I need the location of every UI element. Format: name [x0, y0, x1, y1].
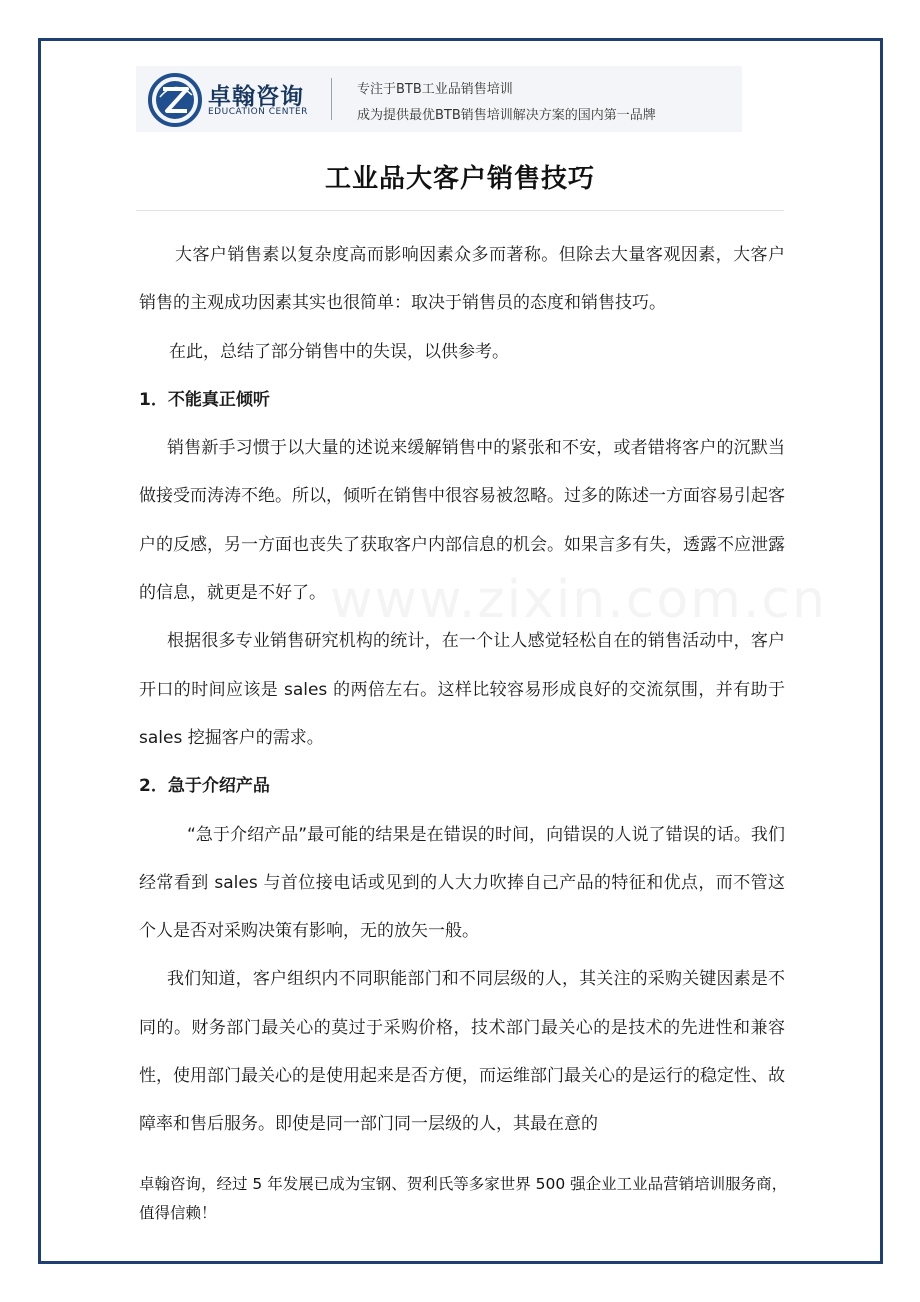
header-slogan-line1: 专注于BTB工业品销售培训 — [357, 82, 513, 97]
section1-paragraph-2: 根据很多专业销售研究机构的统计，在一个让人感觉轻松自在的销售活动中，客户开口的时间应该是 sales 的两倍左右。这样比较容易形成良好的交流氛围，并有助于 sales 挖掘客户的需求。 — [139, 631, 785, 748]
section2-paragraph-1: “急于介绍产品”最可能的结果是在错误的时间，向错误的人说了错误的话。我们经常看到 sales 与首位接电话或见到的人大力吹捧自己产品的特征和优点，而不管这个人是否对采购决策有影响，无的放矢一般。 — [139, 824, 785, 942]
section2-paragraph-2: 我们知道，客户组织内不同职能部门和不同层级的人，其关注的采购关键因素是不同的。财务部门最关心的莫过于采购价格，技术部门最关心的是技术的先进性和兼容性，使用部门最关心的是使用起来是否方便，而运维部门最关心的是运行的稳定性、故障率和售后服务。即使是同一部门同一层级的人，其最在意的 — [139, 969, 785, 1135]
section1-heading: 1．不能真正倾听 — [139, 389, 270, 410]
brand-subtitle: EDUCATION CENTER — [208, 107, 308, 117]
title-divider — [136, 210, 784, 211]
header-slogan-line2: 成为提供最优BTB销售培训解决方案的国内第一品牌 — [357, 108, 656, 123]
document-title: 工业品大客户销售技巧 — [324, 164, 595, 194]
intro-paragraph-1: 大客户销售素以复杂度高而影响因素众多而著称。但除去大量客观因素，大客户销售的主观成功因素其实也很简单：取决于销售员的态度和销售技巧。 — [139, 245, 785, 314]
brand-name: 卓翰咨询 — [208, 84, 304, 110]
page-footer: 卓翰咨询，经过 5 年发展已成为宝钢、贺利氏等多家世界 500 强企业工业品营销培训服务商，值得信赖！ — [139, 1175, 788, 1222]
section1-paragraph-1: 销售新手习惯于以大量的述说来缓解销售中的紧张和不安，或者错将客户的沉默当做接受而涛涛不绝。所以，倾听在销售中很容易被忽略。过多的陈述一方面容易引起客户的反感，另一方面也丧失了获取客户内部信息的机会。如果言多有失，透露不应泄露的信息，就更是不好了。 — [139, 438, 785, 604]
header-divider — [331, 78, 332, 120]
intro-paragraph-2: 在此，总结了部分销售中的失误，以供参考。 — [169, 341, 509, 362]
brand-logo-icon — [148, 73, 202, 127]
section2-heading: 2．急于介绍产品 — [139, 776, 270, 797]
watermark: www.zixin.com.cn — [330, 570, 827, 630]
document-body — [139, 231, 785, 1149]
